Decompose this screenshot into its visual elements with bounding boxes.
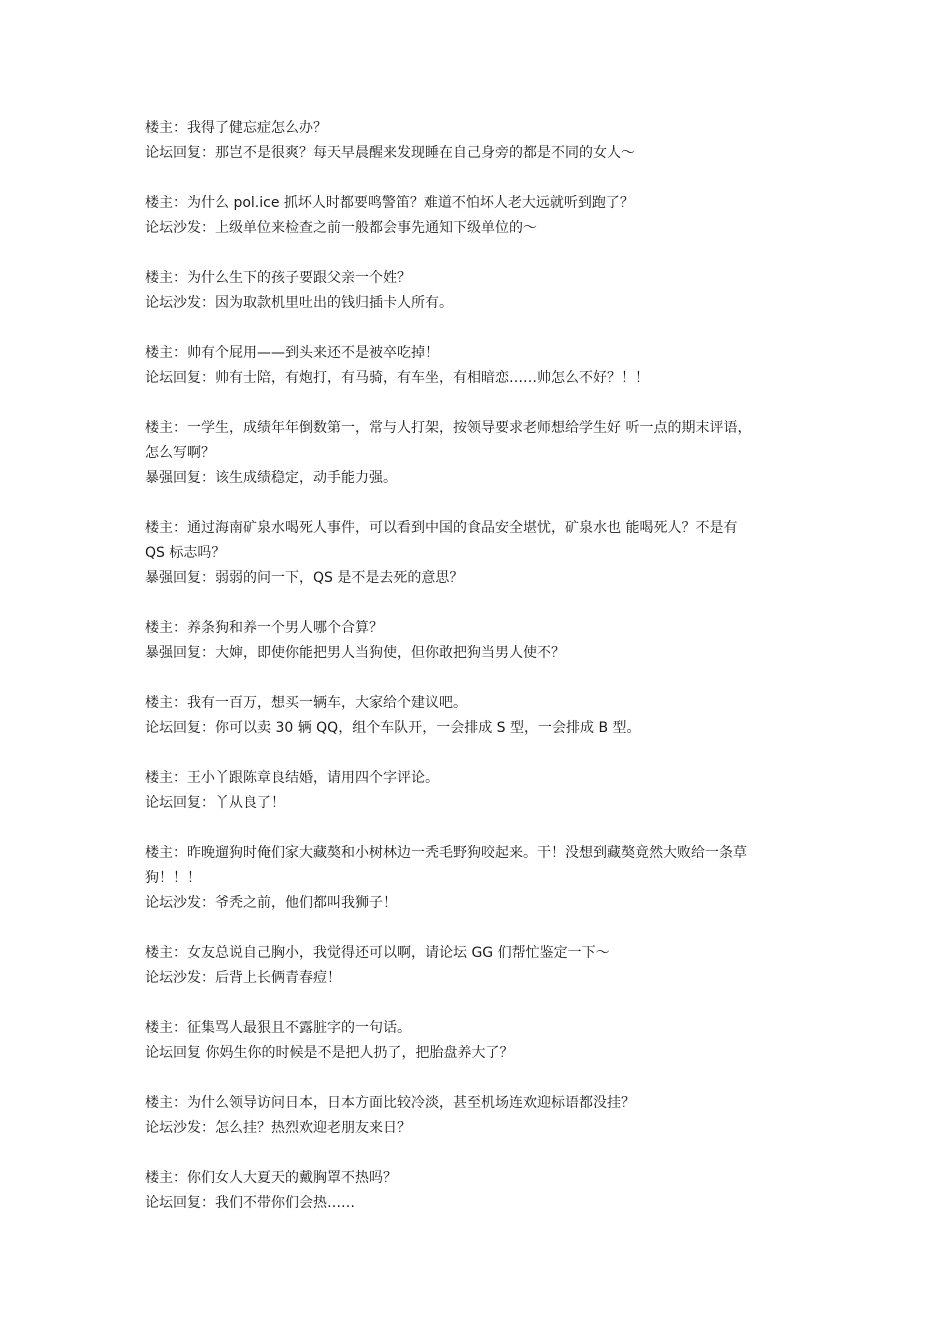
qa-entry	[145, 191, 805, 241]
reply-line: 论坛沙发：因为取款机里吐出的钱归插卡人所有。	[145, 295, 453, 311]
qa-entry	[145, 516, 805, 591]
qa-entry	[145, 1091, 805, 1141]
reply-line: 论坛回复：帅有士陪，有炮打，有马骑，有车坐，有相暗恋……帅怎么不好？！！	[145, 370, 649, 386]
reply-line: 暴强回复：大婶，即使你能把男人当狗使，但你敢把狗当男人使不？	[145, 645, 565, 661]
reply-line: 论坛回复：丫从良了！	[145, 795, 285, 811]
question-line: 楼主：一学生，成绩年年倒数第一，常与人打架，按领导要求老师想给学生好 听一点的期末评语，	[145, 420, 752, 436]
question-line-continued: 狗！！！	[145, 870, 201, 886]
question-line: 楼主：为什么生下的孩子要跟父亲一个姓？	[145, 270, 411, 286]
reply-line: 论坛回复：我们不带你们会热……	[145, 1195, 355, 1211]
question-line: 楼主：你们女人大夏天的戴胸罩不热吗？	[145, 1170, 397, 1186]
question-line: 楼主：养条狗和养一个男人哪个合算？	[145, 620, 383, 636]
question-line: 楼主：为什么 pol.ice 抓坏人时都要鸣警笛？难道不怕坏人老大远就听到跑了？	[145, 195, 634, 211]
document-page	[145, 116, 805, 1241]
qa-entry	[145, 116, 805, 166]
reply-line: 论坛回复 你妈生你的时候是不是把人扔了，把胎盘养大了？	[145, 1045, 514, 1061]
qa-entry	[145, 341, 805, 391]
question-line-continued: 怎么写啊？	[145, 445, 215, 461]
reply-line: 论坛沙发：怎么挂？热烈欢迎老朋友来日？	[145, 1120, 411, 1136]
qa-entry	[145, 941, 805, 991]
reply-line: 暴强回复：该生成绩稳定，动手能力强。	[145, 470, 397, 486]
question-line: 楼主：我有一百万，想买一辆车，大家给个建议吧。	[145, 695, 467, 711]
question-line: 楼主：女友总说自己胸小，我觉得还可以啊，请论坛 GG 们帮忙鉴定一下～	[145, 945, 610, 961]
qa-entry	[145, 766, 805, 816]
question-line: 楼主：我得了健忘症怎么办？	[145, 120, 327, 136]
question-line: 楼主：王小丫跟陈章良结婚，请用四个字评论。	[145, 770, 439, 786]
question-line-continued: QS 标志吗？	[145, 545, 226, 561]
question-line: 楼主：征集骂人最狠且不露脏字的一句话。	[145, 1020, 411, 1036]
qa-entry	[145, 616, 805, 666]
question-line: 楼主：为什么领导访问日本，日本方面比较冷淡，甚至机场连欢迎标语都没挂？	[145, 1095, 635, 1111]
question-line: 楼主：帅有个屁用——到头来还不是被卒吃掉！	[145, 345, 439, 361]
qa-entry	[145, 1016, 805, 1066]
reply-line: 论坛回复：你可以卖 30 辆 QQ，组个车队开，一会排成 S 型，一会排成 B 型。	[145, 720, 641, 736]
reply-line: 论坛沙发：爷秃之前，他们都叫我狮子！	[145, 895, 397, 911]
qa-entry	[145, 416, 805, 491]
reply-line: 暴强回复：弱弱的问一下，QS 是不是去死的意思？	[145, 570, 464, 586]
reply-line: 论坛回复：那岂不是很爽？每天早晨醒来发现睡在自己身旁的都是不同的女人～	[145, 145, 635, 161]
qa-entry	[145, 1166, 805, 1216]
reply-line: 论坛沙发：上级单位来检查之前一般都会事先通知下级单位的～	[145, 220, 537, 236]
reply-line: 论坛沙发：后背上长俩青春痘！	[145, 970, 341, 986]
qa-entry	[145, 841, 805, 916]
question-line: 楼主：通过海南矿泉水喝死人事件，可以看到中国的食品安全堪忧，矿泉水也 能喝死人？不是有	[145, 520, 738, 536]
qa-entry	[145, 691, 805, 741]
question-line: 楼主：昨晚遛狗时俺们家大藏獒和小树林边一秃毛野狗咬起来。干！没想到藏獒竟然大败给一条草	[145, 845, 747, 861]
qa-entry	[145, 266, 805, 316]
